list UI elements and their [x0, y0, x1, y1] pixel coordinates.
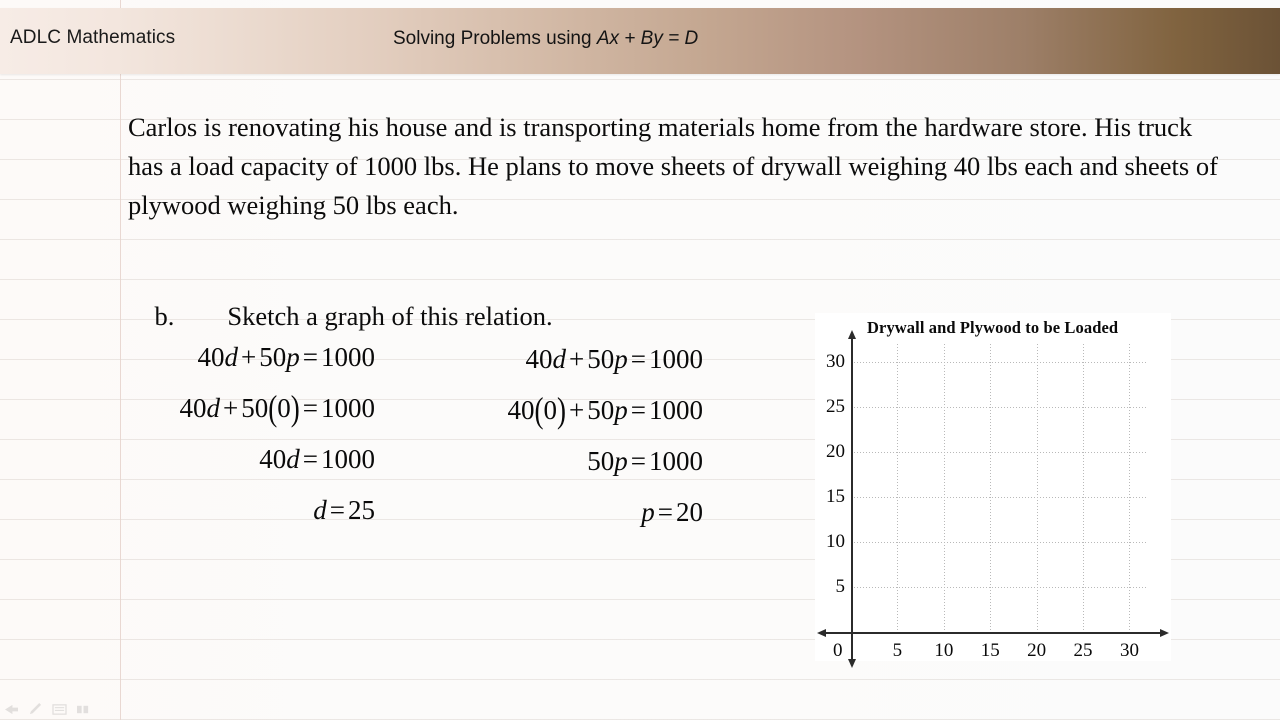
- x-axis-tick-label: 25: [1073, 640, 1093, 661]
- gridline-horizontal: [851, 407, 1148, 408]
- equation-column-solve-for-d: [130, 332, 375, 536]
- y-axis-arrow-down-icon: [848, 659, 856, 668]
- y-axis-tick-label: 10: [826, 531, 845, 552]
- y-axis-tick-label: 20: [826, 441, 845, 462]
- y-axis-tick-label: 30: [826, 351, 845, 372]
- equation-row: p = 20: [641, 497, 703, 527]
- gridline-horizontal: [851, 452, 1148, 453]
- slide-header-band: [0, 8, 1280, 74]
- graph-panel: [815, 313, 1171, 661]
- equation-row: 50p = 1000: [587, 446, 703, 476]
- page-margin-line: [120, 0, 121, 720]
- plot-area: [826, 338, 1163, 661]
- x-axis-tick-label: 20: [1027, 640, 1047, 661]
- axis-origin-label: 0: [833, 640, 843, 661]
- equation-row: 40d = 1000: [259, 444, 375, 474]
- course-title: ADLC Mathematics: [10, 27, 176, 48]
- x-axis-tick-label: 30: [1119, 640, 1139, 661]
- slide-title: [393, 28, 698, 50]
- y-axis-tick-label: 5: [835, 576, 845, 597]
- presentation-toolbar[interactable]: [4, 703, 91, 716]
- part-b-text: Sketch a graph of this relation.: [227, 301, 553, 331]
- equation-row: d = 25: [313, 495, 375, 525]
- slide-icon[interactable]: [52, 703, 67, 716]
- x-axis-arrow-right-icon: [1160, 629, 1169, 637]
- y-axis-tick-label: 15: [826, 486, 845, 507]
- gridline-vertical: [990, 344, 991, 632]
- gridline-vertical: [1037, 344, 1038, 632]
- gridline-horizontal: [851, 497, 1148, 498]
- gridline-horizontal: [851, 587, 1148, 588]
- gridline-vertical: [1129, 344, 1130, 632]
- gridline-vertical: [897, 344, 898, 632]
- part-b-label: b.: [154, 301, 175, 331]
- y-axis: [851, 338, 853, 660]
- slide-title-prefix: Solving Problems using: [393, 28, 597, 49]
- equation-column-solve-for-p: [460, 334, 703, 538]
- problem-statement: Carlos is renovating his house and is transporting materials home from the hardware store. His truck has a load capacity of 1000 lbs. He plans to move sheets of drywall weighing 40 lbs each and sheets of plywood weighing 50 lbs each.: [128, 112, 1218, 220]
- slide-title-equation: Ax + By = D: [596, 28, 699, 49]
- gridline-vertical: [1083, 344, 1084, 632]
- y-axis-arrow-up-icon: [848, 330, 856, 339]
- part-b-gap: [174, 301, 227, 331]
- equation-row: 40d + 50p = 1000: [197, 342, 375, 372]
- pen-icon[interactable]: [28, 703, 43, 716]
- graph-title: Drywall and Plywood to be Loaded: [867, 318, 1119, 337]
- gridline-horizontal: [851, 362, 1148, 363]
- menu-icon[interactable]: [76, 703, 91, 716]
- x-axis-arrow-left-icon: [817, 629, 826, 637]
- x-axis-tick-label: 10: [934, 640, 954, 661]
- y-axis-tick-label: 25: [826, 396, 845, 417]
- x-axis-tick-label: 5: [892, 640, 903, 661]
- equation-row: 40(0) + 50p = 1000: [507, 389, 703, 431]
- gridline-vertical: [944, 344, 945, 632]
- x-axis-tick-label: 15: [980, 640, 1000, 661]
- x-axis: [825, 632, 1163, 634]
- equation-row: 40d + 50p = 1000: [525, 344, 703, 374]
- equation-row: 40d + 50(0) = 1000: [179, 387, 375, 429]
- gridline-horizontal: [851, 542, 1148, 543]
- pointer-icon[interactable]: [4, 703, 19, 716]
